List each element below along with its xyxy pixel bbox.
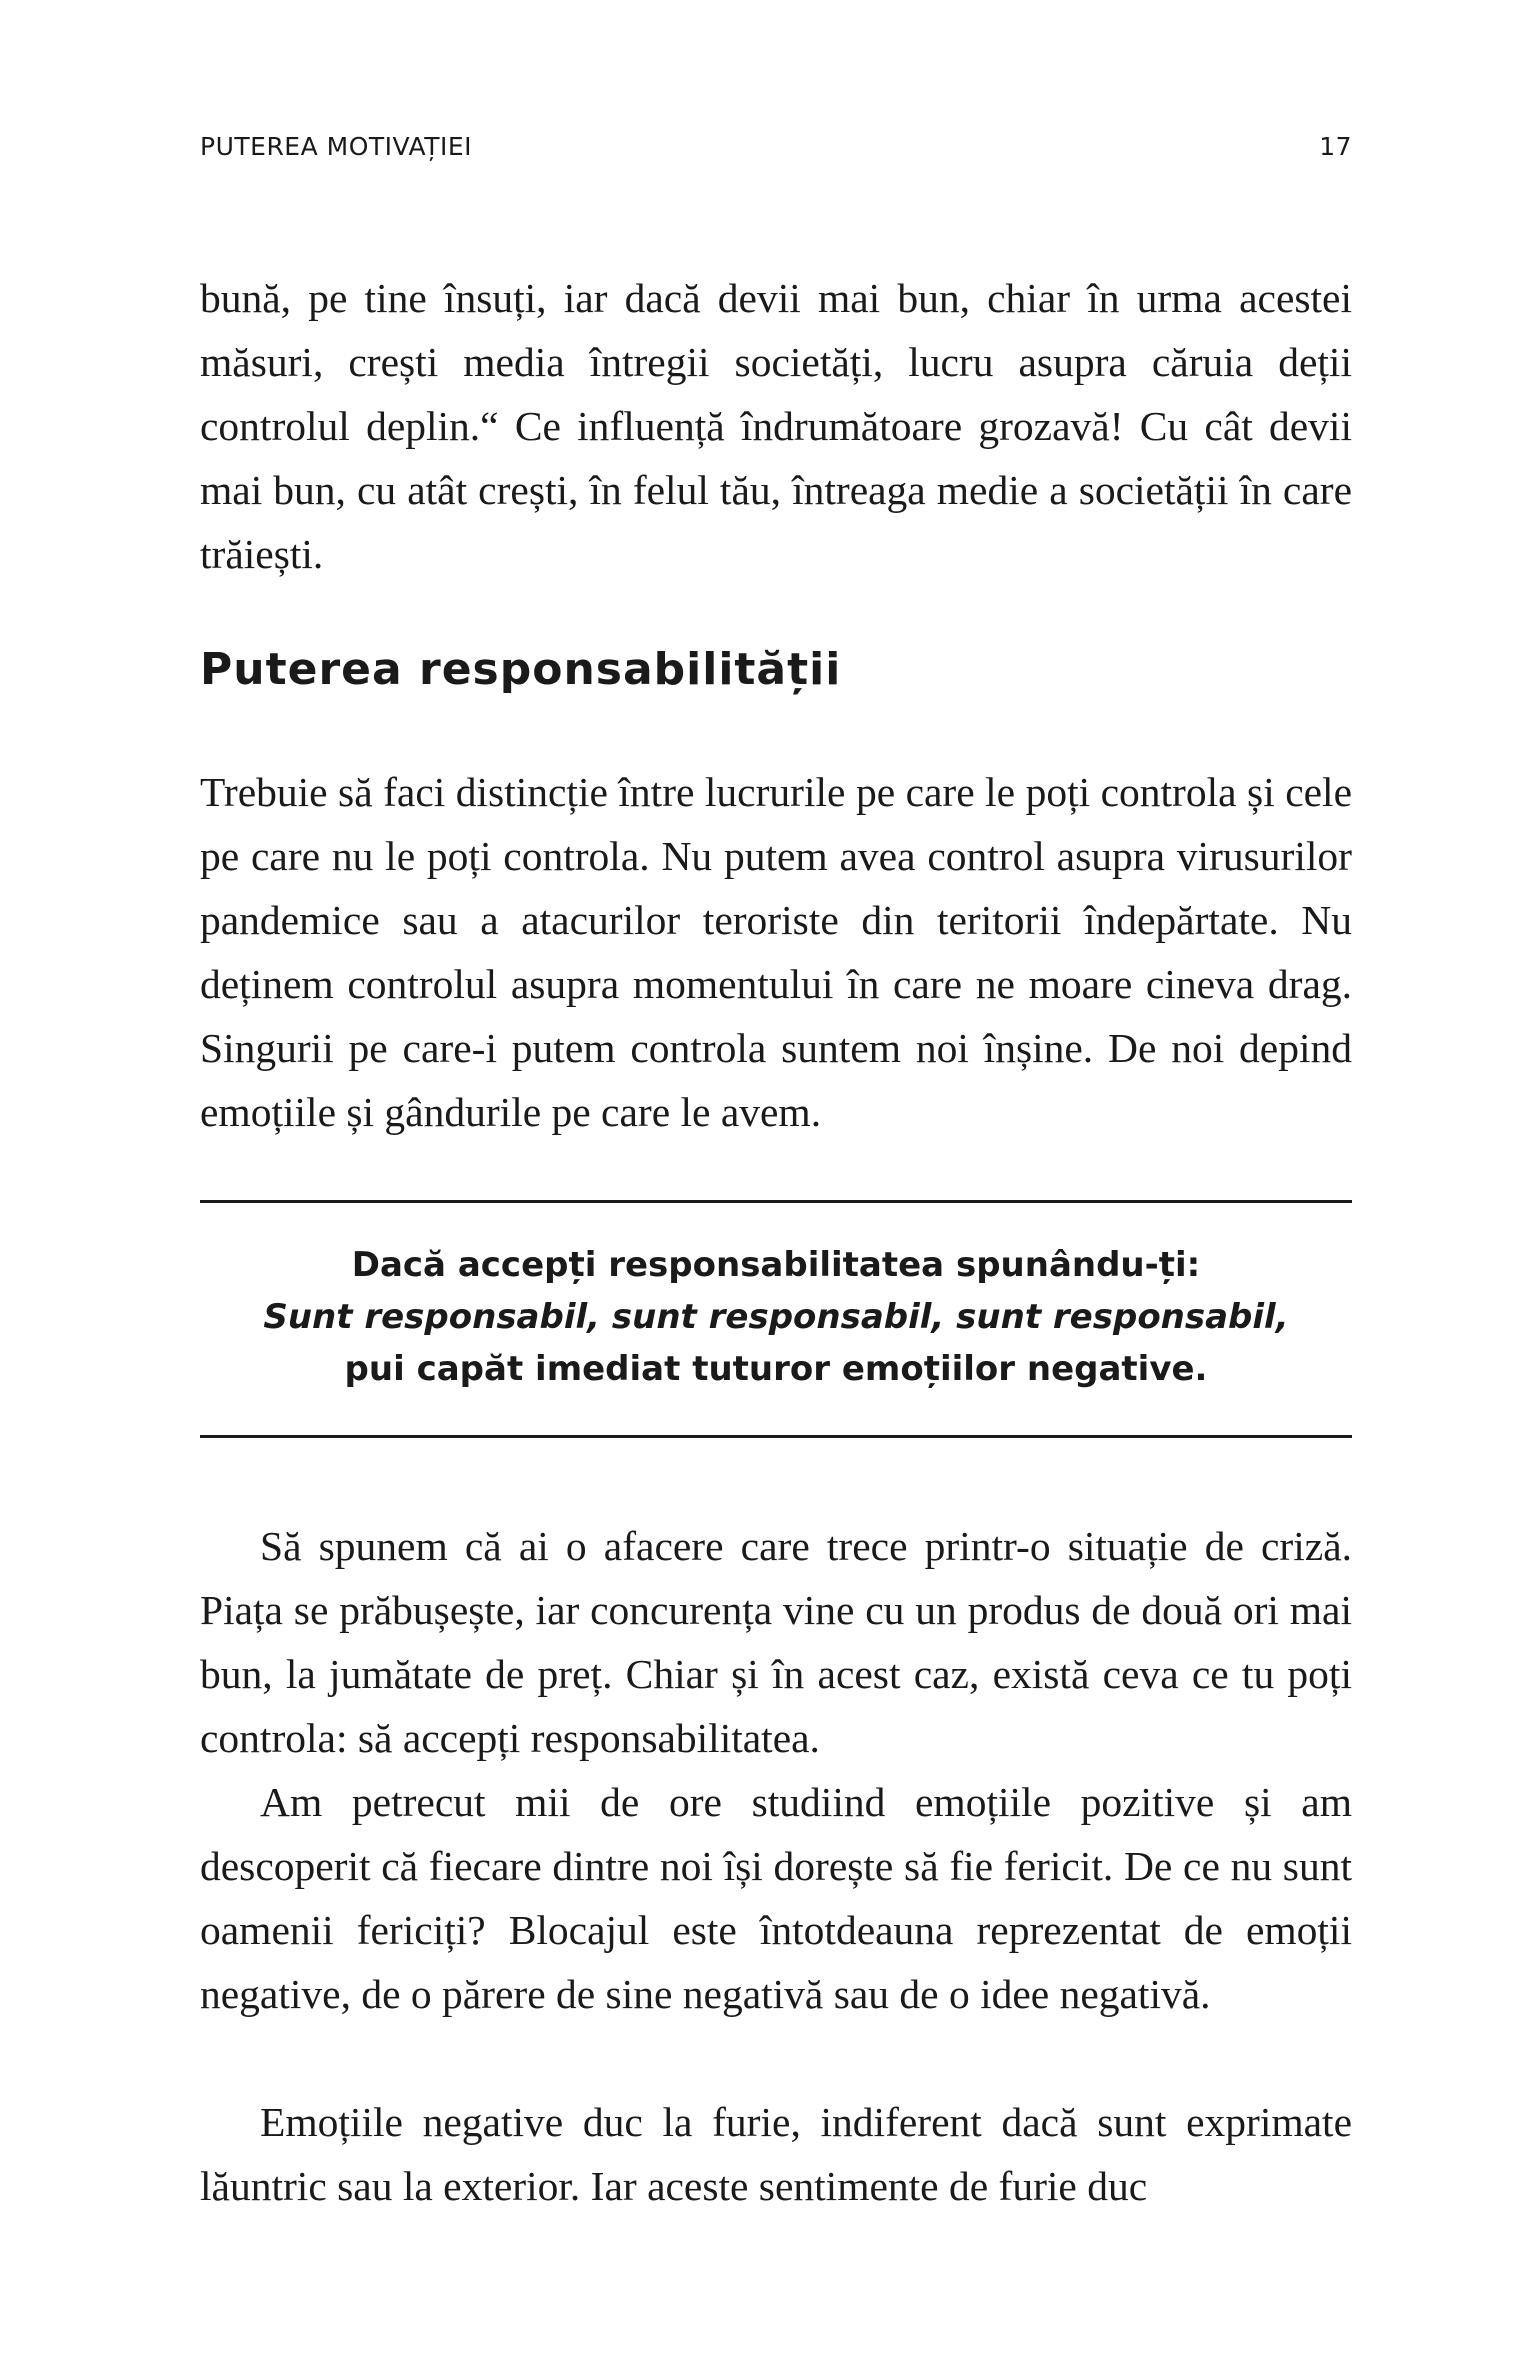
- body-paragraph-1: Să spunem că ai o afacere care trece printr-o situație de criză. Piața se prăbușește, iar concurența vine cu un produs de două ori mai bun, la jumătate de preț. Chiar și în acest caz, există ceva ce tu poți controla: să accepți responsabilitatea.: [200, 1523, 1352, 1761]
- section-heading: Puterea responsabilității: [200, 644, 842, 695]
- body-paragraph-3: Emoțiile negative duc la furie, indiferent dacă sunt exprimate lăuntric sau la exterior. Iar aceste sentimente de furie duc: [200, 2099, 1352, 2209]
- pull-quote-line-1: Dacă accepți responsabilitatea spunându-ți:: [351, 1245, 1201, 1285]
- pull-quote-line-2: Sunt responsabil, sunt responsabil, sunt responsabil,: [263, 1297, 1289, 1337]
- pull-quote-line-3: pui capăt imediat tuturor emoțiilor negative.: [344, 1349, 1208, 1389]
- pull-quote-box: [200, 1200, 1352, 1438]
- intro-paragraph: bună, pe tine însuți, iar dacă devii mai bun, chiar în urma acestei măsuri, crești media întregii societăți, lucru asupra căruia deții controlul deplin.“ Ce influență îndrumătoare grozavă! Cu cât devii mai bun, cu atât crești, în felul tău, întreaga medie a societății în care trăiești.: [200, 275, 1352, 577]
- pull-quote: [200, 1239, 1352, 1395]
- running-header: [200, 132, 1352, 172]
- running-title: PUTEREA MOTIVAȚIEI: [200, 132, 473, 161]
- section-paragraph: Trebuie să faci distincție între lucrurile pe care le poți controla și cele pe care nu le poți controla. Nu putem avea control asupra virusurilor pandemice sau a atacurilor teroriste din teritorii îndepărtate. Nu deținem controlul asupra momentului în care ne moare cineva drag. Singurii pe care-i putem controla suntem noi înșine. De noi depind emoțiile și gândurile pe care le avem.: [200, 769, 1352, 1135]
- page-number: 17: [1319, 132, 1352, 161]
- body-paragraph-2: Am petrecut mii de ore studiind emoțiile pozitive și am descoperit că fiecare dintre noi își dorește să fie fericit. De ce nu sunt oamenii fericiți? Blocajul este întotdeauna reprezentat de emoții negative, de o părere de sine negativă sau de o idee negativă.: [200, 1779, 1352, 2017]
